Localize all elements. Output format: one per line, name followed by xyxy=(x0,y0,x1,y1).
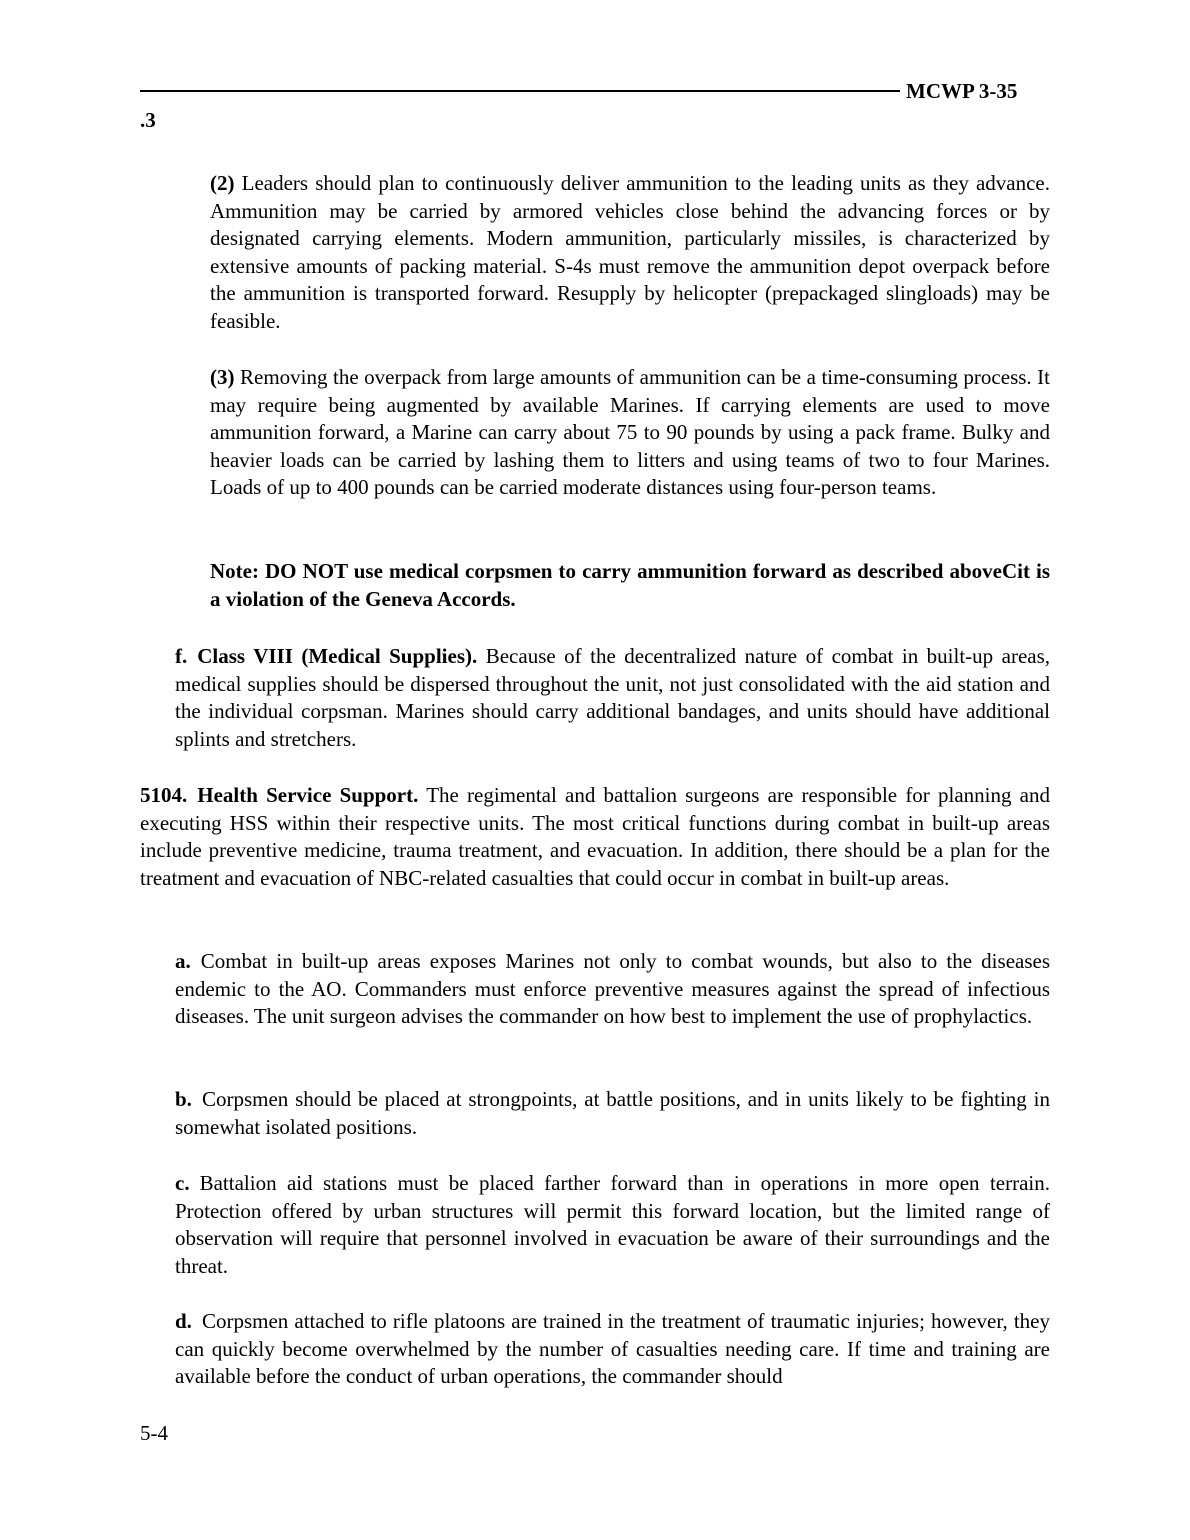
geneva-note xyxy=(210,558,1050,613)
page-number: 5-4 xyxy=(140,1421,168,1445)
section-number: 5104. xyxy=(140,783,188,807)
paragraph-2 xyxy=(210,170,1050,336)
paragraph-b xyxy=(175,1086,1050,1141)
section-title: Health Service Support. xyxy=(197,783,419,807)
paragraph-c xyxy=(175,1170,1050,1280)
paragraph-text: Combat in built-up areas exposes Marines not only to combat wounds, but also to the diseases endemic to the AO. Commanders must enforce preventive measures against the spread of infectious diseases. The unit surgeon advises the commander on how best to implement the use of prophylactics. xyxy=(175,949,1050,1029)
paragraph-label: d. xyxy=(175,1309,192,1333)
paragraph-3 xyxy=(210,364,1050,502)
document-id: MCWP 3-35 xyxy=(906,79,1018,103)
paragraph-text: Because of the decentralized nature of combat in built-up areas, medical supplies should be dispersed throughout the unit, not just consolidated with the aid station and the individual corpsman. Marines should carry additional bandages, and units should have additional splints and stretchers. xyxy=(175,644,1051,751)
paragraph-label: f. xyxy=(175,644,188,668)
paragraph-title: Class VIII (Medical Supplies). xyxy=(197,644,478,668)
paragraph-label: b. xyxy=(175,1087,192,1111)
paragraph-text: Battalion aid stations must be placed farther forward than in operations in more open terrain. Protection offered by urban structures will permit this forward location, but the limited range of observation will require that personnel involved in evacuation be aware of their surroundings and the threat. xyxy=(175,1171,1050,1278)
section-text: The regimental and battalion surgeons are responsible for planning and executing HSS within their respective units. The most critical functions during combat in built-up areas include preventive medicine, trauma treatment, and evacuation. In addition, there should be a plan for the treatment and evacuation of NBC-related casualties that could occur in combat in built-up areas. xyxy=(140,783,1050,890)
paragraph-label: c. xyxy=(175,1171,190,1195)
paragraph-label: a. xyxy=(175,949,191,973)
paragraph-text: Leaders should plan to continuously deliver ammunition to the leading units as they advance. Ammunition may be carried by armored vehicles close behind the advancing forces or by designated carrying elements. Modern ammunition, particularly missiles, is characterized by extensive amounts of packing material. S-4s must remove the ammunition depot overpack before the ammunition is transported forward. Resupply by helicopter (prepackaged slingloads) may be feasible. xyxy=(210,171,1050,333)
note-text: Note: DO NOT use medical corpsmen to carry ammunition forward as described aboveCit is a violation of the Geneva Accords. xyxy=(210,559,1050,611)
paragraph-d xyxy=(175,1308,1050,1391)
paragraph-a xyxy=(175,948,1050,1031)
paragraph-label: (3) xyxy=(210,365,235,389)
header-rule xyxy=(140,90,900,92)
paragraph-text: Corpsmen should be placed at strongpoints, at battle positions, and in units likely to be fighting in somewhat isolated positions. xyxy=(175,1087,1050,1139)
paragraph-text: Corpsmen attached to rifle platoons are trained in the treatment of traumatic injuries; however, they can quickly become overwhelmed by the number of casualties needing care. If time and training are available before the conduct of urban operations, the commander should xyxy=(175,1309,1050,1389)
section-5104-health-service-support xyxy=(140,782,1050,892)
paragraph-label: (2) xyxy=(210,171,235,195)
paragraph-f-class-viii xyxy=(175,643,1050,753)
paragraph-text: Removing the overpack from large amounts of ammunition can be a time-consuming process. It may require being augmented by available Marines. If carrying elements are used to move ammunition forward, a Marine can carry about 75 to 90 pounds by using a pack frame. Bulky and heavier loads can be carried by lashing them to litters and using teams of two to four Marines. Loads of up to 400 pounds can be carried moderate distances using four-person teams. xyxy=(210,365,1050,500)
document-id-suffix: .3 xyxy=(140,108,156,132)
